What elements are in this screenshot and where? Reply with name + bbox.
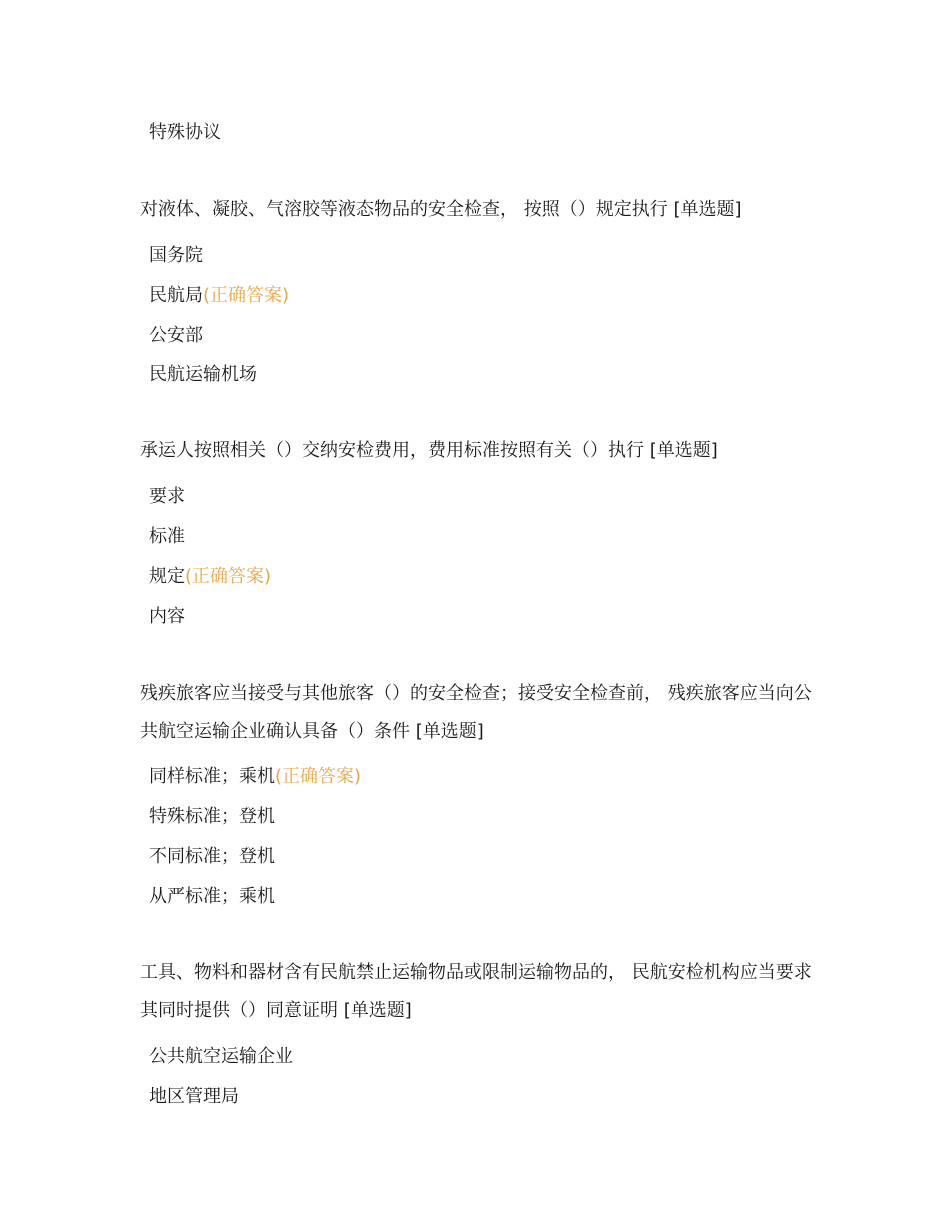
question-text: 残疾旅客应当接受与其他旅客（）的安全检查；接受安全检查前， 残疾旅客应当向公共航空运输企业确认具备（）条件 [单选题] [140, 683, 812, 742]
correct-answer-mark: (正确答案) [185, 566, 272, 587]
option-item [149, 565, 271, 589]
option-label: 规定 [149, 566, 185, 587]
option-label: 不同标准；登机 [149, 846, 275, 867]
option-label: 公安部 [149, 325, 203, 346]
option-item [149, 845, 275, 869]
option-item [149, 885, 275, 909]
option-item [149, 121, 221, 145]
option-label: 公共航空运输企业 [149, 1046, 293, 1067]
option-item [149, 1085, 239, 1109]
option-label: 要求 [149, 486, 185, 507]
correct-answer-mark: (正确答案) [275, 766, 362, 787]
option-label: 从严标准；乘机 [149, 886, 275, 907]
option-item [149, 244, 203, 268]
option-label: 民航运输机场 [149, 364, 257, 385]
option-label: 特殊协议 [149, 122, 221, 143]
correct-answer-mark: (正确答案) [203, 285, 290, 306]
option-item [149, 525, 185, 549]
option-label: 标准 [149, 526, 185, 547]
option-item [149, 485, 185, 509]
option-label: 地区管理局 [149, 1086, 239, 1107]
option-item [149, 605, 185, 629]
question-text: 承运人按照相关（）交纳安检费用，费用标准按照有关（）执行 [单选题] [140, 440, 718, 461]
option-label: 同样标准；乘机 [149, 766, 275, 787]
option-item [149, 284, 289, 308]
option-item [149, 805, 275, 829]
option-item [149, 1045, 293, 1069]
option-label: 内容 [149, 606, 185, 627]
option-item [149, 363, 257, 387]
option-item [149, 765, 361, 789]
question-text: 工具、物料和器材含有民航禁止运输物品或限制运输物品的， 民航安检机构应当要求其同时提供（）同意证明 [单选题] [140, 962, 812, 1021]
option-label: 国务院 [149, 245, 203, 266]
question-text: 对液体、凝胶、气溶胶等液态物品的安全检查， 按照（）规定执行 [单选题] [140, 199, 742, 220]
option-item [149, 324, 203, 348]
option-label: 民航局 [149, 285, 203, 306]
option-label: 特殊标准；登机 [149, 806, 275, 827]
